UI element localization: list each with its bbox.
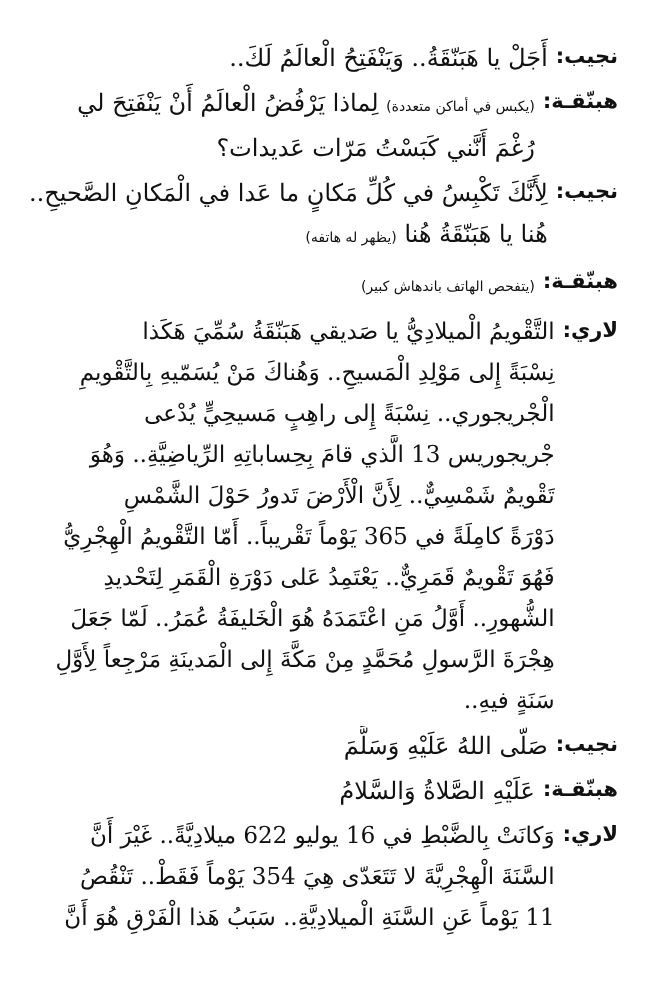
speaker-name: نجيب:	[555, 179, 618, 203]
speaker-name: لاري:	[562, 318, 618, 342]
speech-text	[24, 263, 535, 308]
speech-line: التَّقْويمُ الْميلادِيُّ يا صَديقي هَبَنّقَةُ سُمِّيَ هَكَذا	[142, 319, 555, 345]
speech-line: وَكانَتْ بِالضَّبْطِ في 16 يوليو 622 ميلادِيَّةً.. غَيْرَ أَنَّ	[89, 823, 555, 849]
speech-line: تَقْويمٌ شَمْسِيٌّ.. لِأَنَّ الْأَرْضَ تَدورُ حَوْلَ الشَّمْسِ	[123, 483, 555, 509]
speech-line: أَجَلْ يا هَبَنّقَةُ.. وَيَنْفَتِحُ الْعالَمُ لَكَ..	[229, 44, 548, 72]
speech-line: الشُّهورِ.. أَوَّلُ مَنِ اعْتَمَدَهُ هُوَ الْخَليفَةُ عُمَرُ.. لَمّا جَعَلَ	[70, 606, 555, 632]
speech-line: الْجْريجوري.. نِسْبَةً إِلى راهِبٍ مَسيحِيٍّ يُدْعى	[144, 401, 555, 427]
speaker-name: هبنّقـة:	[542, 269, 618, 293]
speech-line: رُغْمَ أَنَّني كَبَسْتُ مَرّات عَديدات؟	[216, 134, 535, 162]
dialogue-entry	[24, 173, 618, 259]
speech-text	[24, 173, 548, 259]
speech-text	[24, 38, 548, 79]
stage-direction: (يتفحص الهاتف باندهاش كبير)	[360, 279, 535, 295]
speech-line	[24, 263, 535, 308]
speaker-name: نجيب:	[555, 44, 618, 68]
stage-direction: (يكبس في أماكن متعددة)	[386, 99, 535, 115]
speech-line: لِأَنَّكَ تَكْبِسُ في كُلِّ مَكانٍ ما عَدا في الْمَكانِ الصَّحيحِ..	[29, 179, 548, 207]
dialogue-entry	[24, 38, 618, 79]
dialogue-entry	[24, 816, 618, 939]
speech-text	[24, 726, 548, 767]
speech-line: 11 يَوْماً عَنِ السَّنَةِ الْميلادِيَّةِ.. سَبَبُ هَذا الْفَرْقِ هُوَ أَنَّ	[64, 905, 555, 931]
speech-line: دَوْرَةً كامِلَةً في 365 يَوْماً تَقْريباً.. أَمّا التَّقْويمُ الْهِجْرِيُّ	[63, 524, 555, 550]
dialogue-entry	[24, 771, 618, 812]
speech-line: جْريجوريس 13 الَّذي قامَ بِحِساباتِهِ الرِّياضِيَّةِ.. وَهُوَ	[89, 442, 555, 468]
speech-line: السَّنَةَ الْهِجْرِيَّةَ لا تَتَعَدّى هِيَ 354 يَوْماً فَقَطْ.. تَنْقُصُ	[79, 864, 555, 890]
stage-direction: (يظهر له هاتفه)	[305, 230, 397, 246]
speech-line: فَهُوَ تَقْويمٌ قَمَرِيٌّ.. يَعْتَمِدُ عَلى دَوْرَةِ الْقَمَرِ لِتَحْديدِ	[103, 565, 555, 591]
speech-text	[24, 771, 535, 812]
speech-text	[24, 312, 555, 722]
speaker-name: نجيب:	[555, 732, 618, 756]
speech-line: (يكبس في أماكن متعددة) لِماذا يَرْفُضُ الْعالَمُ أَنْ يَنْفَتِحَ لي	[77, 89, 535, 117]
speech-line: عَلَيْهِ الصَّلاةُ وَالسَّلامُ	[339, 777, 535, 805]
speech-line: نِسْبَةً إِلى مَوْلِدِ الْمَسيحِ.. وَهُناكَ مَنْ يُسَمّيهِ بِالتَّقْويمِ	[79, 360, 555, 386]
speech-line: صَلّى اللهُ عَلَيْهِ وَسَلَّمَ	[343, 732, 548, 760]
speech-text	[24, 83, 535, 169]
dialogue-entry	[24, 263, 618, 308]
speech-line: هِجْرَةَ الرَّسولِ مُحَمَّدٍ مِنْ مَكَّةَ إِلى الْمَدينَةِ مَرْجِعاً لِأَوَّلِ	[55, 647, 555, 673]
speaker-name: هبنّقـة:	[542, 777, 618, 801]
speech-text	[24, 816, 555, 939]
dialogue-entry	[24, 726, 618, 767]
dialogue-entry	[24, 312, 618, 722]
speaker-name: لاري:	[562, 822, 618, 846]
speaker-name: هبنّقـة:	[542, 89, 618, 113]
speech-line: هُنا يا هَبَنّقَةُ هُنا (يظهر له هاتفه)	[305, 220, 548, 248]
dialogue-entry	[24, 83, 618, 169]
speech-line: سَنَةٍ فيهِ..	[463, 688, 555, 714]
